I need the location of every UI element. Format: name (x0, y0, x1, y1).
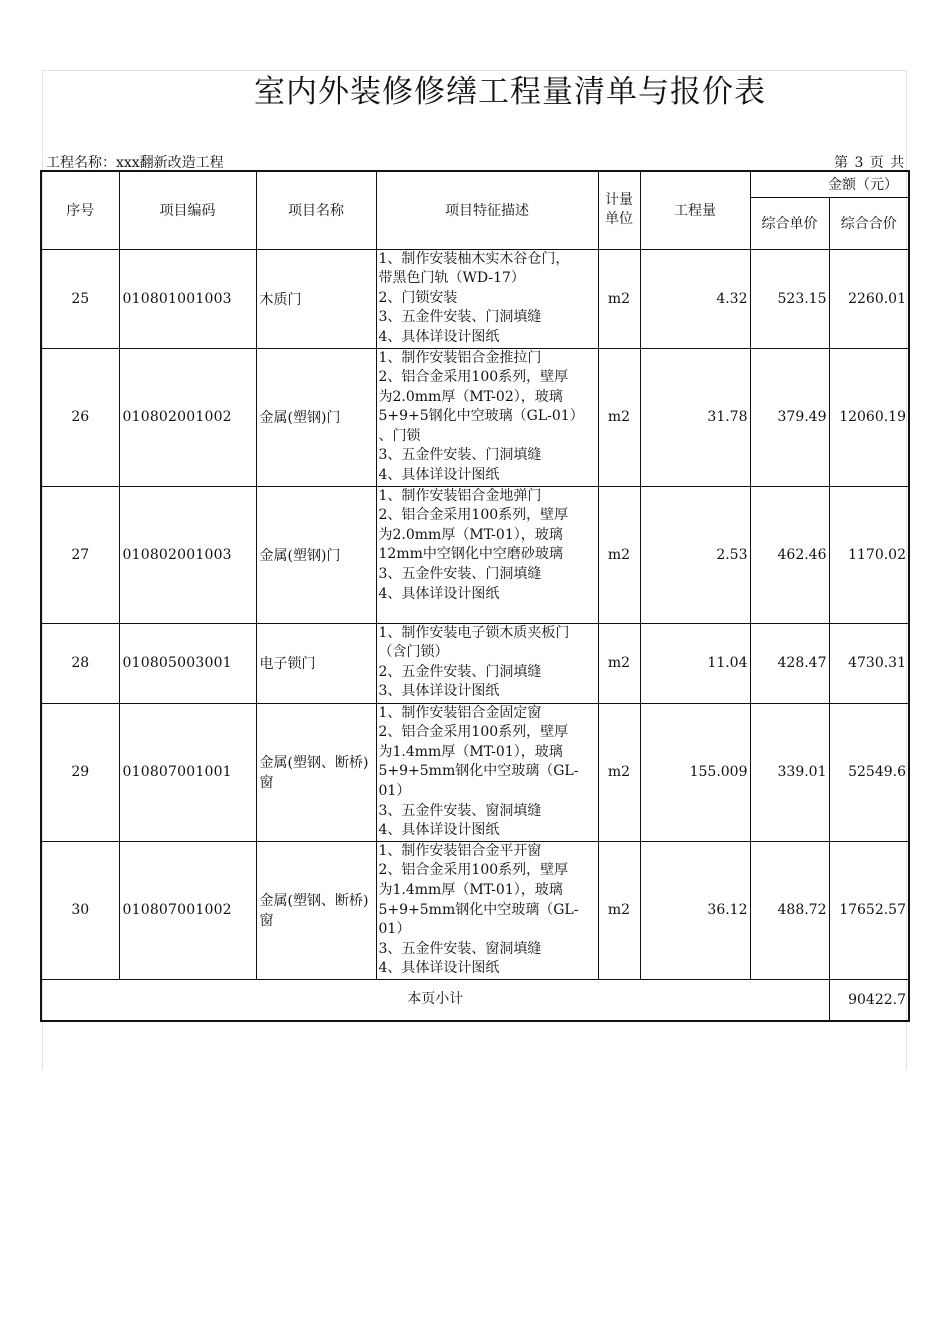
row-qty: 11.04 (640, 623, 750, 703)
row-code: 010807001002 (119, 841, 256, 979)
bill-of-quantities-table (40, 170, 910, 1022)
sheet-title: 室内外装修修缮工程量清单与报价表 (254, 74, 766, 110)
header-amount: 金额（元） (750, 171, 909, 197)
row-unit: m2 (598, 703, 640, 841)
row-qty: 36.12 (640, 841, 750, 979)
row-total: 17652.57 (829, 841, 909, 979)
row-name: 金属(塑钢、断桥)窗 (256, 841, 376, 979)
row-code: 010802001002 (119, 348, 256, 486)
row-code: 010807001001 (119, 703, 256, 841)
table-row (41, 703, 909, 841)
row-seq: 27 (41, 486, 119, 623)
row-name: 金属(塑钢、断桥)窗 (256, 703, 376, 841)
row-name: 金属(塑钢)门 (256, 348, 376, 486)
page-number: 第 3 页 共 (834, 155, 906, 171)
row-unit: m2 (598, 486, 640, 623)
row-unit: m2 (598, 249, 640, 348)
header-unit-price: 综合单价 (750, 197, 829, 249)
header-unit: 计量 单位 (598, 171, 640, 249)
header-name: 项目名称 (256, 171, 376, 249)
row-unit-price: 523.15 (750, 249, 829, 348)
row-seq: 25 (41, 249, 119, 348)
row-unit-price: 488.72 (750, 841, 829, 979)
row-seq: 28 (41, 623, 119, 703)
row-qty: 4.32 (640, 249, 750, 348)
row-seq: 29 (41, 703, 119, 841)
row-code: 010805003001 (119, 623, 256, 703)
row-seq: 30 (41, 841, 119, 979)
row-unit: m2 (598, 841, 640, 979)
row-code: 010802001003 (119, 486, 256, 623)
header-desc: 项目特征描述 (376, 171, 598, 249)
row-total: 52549.6 (829, 703, 909, 841)
row-qty: 31.78 (640, 348, 750, 486)
project-name: 工程名称：xxx翻新改造工程 (46, 155, 224, 171)
row-unit-price: 339.01 (750, 703, 829, 841)
row-desc: 1、制作安装铝合金固定窗 2、铝合金采用100系列，壁厚 为1.4mm厚（MT-01），玻璃 5+9+5mm钢化中空玻璃（GL- 01） 3、五金件安装、窗洞填缝 4、具体详设计图纸 (376, 703, 598, 841)
row-unit: m2 (598, 348, 640, 486)
row-name: 电子锁门 (256, 623, 376, 703)
row-name: 金属(塑钢)门 (256, 486, 376, 623)
row-unit: m2 (598, 623, 640, 703)
table-row (41, 348, 909, 486)
table-row (41, 841, 909, 979)
header-seq: 序号 (41, 171, 119, 249)
header-code: 项目编码 (119, 171, 256, 249)
row-unit-price: 379.49 (750, 348, 829, 486)
row-desc: 1、制作安装铝合金推拉门 2、铝合金采用100系列，壁厚 为2.0mm厚（MT-02），玻璃 5+9+5钢化中空玻璃（GL-01） 、门锁 3、五金件安装、门洞填缝 4、具体详设计图纸 (376, 348, 598, 486)
row-name: 木质门 (256, 249, 376, 348)
row-total: 12060.19 (829, 348, 909, 486)
subtotal-label: 本页小计 (41, 979, 829, 1021)
row-desc: 1、制作安装铝合金平开窗 2、铝合金采用100系列，壁厚 为1.4mm厚（MT-01），玻璃 5+9+5mm钢化中空玻璃（GL- 01） 3、五金件安装、窗洞填缝 4、具体详设计图纸 (376, 841, 598, 979)
table-row (41, 249, 909, 348)
subtotal-row (41, 979, 909, 1021)
row-unit-price: 462.46 (750, 486, 829, 623)
row-desc: 1、制作安装柚木实木谷仓门， 带黑色门轨（WD-17） 2、门锁安装 3、五金件安装、门洞填缝 4、具体详设计图纸 (376, 249, 598, 348)
row-code: 010801001003 (119, 249, 256, 348)
row-total: 4730.31 (829, 623, 909, 703)
row-total: 1170.02 (829, 486, 909, 623)
row-unit-price: 428.47 (750, 623, 829, 703)
table-row (41, 623, 909, 703)
row-qty: 2.53 (640, 486, 750, 623)
row-qty: 155.009 (640, 703, 750, 841)
row-desc: 1、制作安装铝合金地弹门 2、铝合金采用100系列，壁厚 为2.0mm厚（MT-01），玻璃 12mm中空钢化中空磨砂玻璃 3、五金件安装、门洞填缝 4、具体详设计图纸 (376, 486, 598, 623)
header-qty: 工程量 (640, 171, 750, 249)
subtotal-value: 90422.7 (829, 979, 909, 1021)
header-total: 综合合价 (829, 197, 909, 249)
row-total: 2260.01 (829, 249, 909, 348)
table-row (41, 486, 909, 623)
row-desc: 1、制作安装电子锁木质夹板门 （含门锁） 2、五金件安装、门洞填缝 3、具体详设计图纸 (376, 623, 598, 703)
row-seq: 26 (41, 348, 119, 486)
